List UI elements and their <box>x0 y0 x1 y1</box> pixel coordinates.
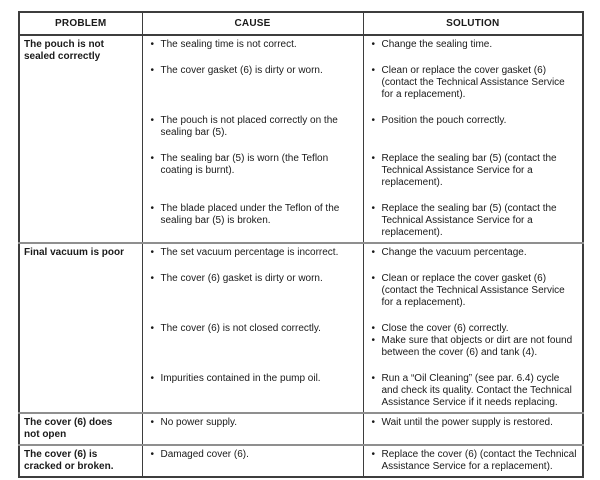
cause-cell <box>142 200 363 243</box>
solution-cell <box>363 112 583 150</box>
problem-cell: The pouch is not sealed correctly <box>19 35 142 243</box>
bullet-icon: • <box>371 449 376 460</box>
bullet-icon: • <box>371 273 376 284</box>
header-problem: PROBLEM <box>19 12 142 35</box>
cause-cell <box>142 243 363 270</box>
cause-cell <box>142 112 363 150</box>
problem-cell: The cover (6) does not open <box>19 413 142 445</box>
solution-text: Make sure that objects or dirt are not found between the cover (6) and tank (4). <box>381 335 573 358</box>
cause-item <box>148 417 359 429</box>
cause-text: The cover gasket (6) is dirty or worn. <box>160 65 323 76</box>
bullet-icon: • <box>371 153 376 164</box>
cause-text: No power supply. <box>160 417 238 428</box>
bullet-icon: • <box>150 65 155 76</box>
solution-item <box>369 417 579 429</box>
table-row <box>19 243 583 270</box>
solution-text: Change the vacuum percentage. <box>381 247 527 258</box>
header-cause: CAUSE <box>142 12 363 35</box>
solution-cell <box>363 445 583 477</box>
bullet-icon: • <box>150 247 155 258</box>
solution-item <box>369 65 579 101</box>
cause-text: Damaged cover (6). <box>160 449 249 460</box>
bullet-icon: • <box>150 273 155 284</box>
solution-item <box>369 247 579 259</box>
bullet-icon: • <box>150 323 155 334</box>
solution-text: Close the cover (6) correctly. <box>381 323 509 334</box>
solution-text: Position the pouch correctly. <box>381 115 507 126</box>
bullet-icon: • <box>150 417 155 428</box>
bullet-icon: • <box>150 153 155 164</box>
bullet-icon: • <box>150 115 155 126</box>
cause-item <box>148 65 359 77</box>
bullet-icon: • <box>371 203 376 214</box>
cause-cell <box>142 445 363 477</box>
solution-text: Change the sealing time. <box>381 39 493 50</box>
cause-cell <box>142 320 363 370</box>
solution-text: Run a “Oil Cleaning” (see par. 6.4) cycle and check its quality. Contact the Technical Assistance Service if it needs replacing. <box>381 373 572 408</box>
cause-item <box>148 373 359 385</box>
solution-item <box>369 323 579 335</box>
problem-cell: Final vacuum is poor <box>19 243 142 413</box>
solution-cell <box>363 200 583 243</box>
solution-item <box>369 373 579 409</box>
table-row <box>19 413 583 445</box>
cause-item <box>148 153 359 177</box>
cause-cell <box>142 270 363 320</box>
table-header-row <box>19 12 583 35</box>
cause-item <box>148 323 359 335</box>
solution-cell <box>363 270 583 320</box>
bullet-icon: • <box>371 247 376 258</box>
cause-item <box>148 203 359 227</box>
solution-cell <box>363 62 583 112</box>
cause-cell <box>142 413 363 445</box>
cause-text: The cover (6) is not closed correctly. <box>160 323 321 334</box>
bullet-icon: • <box>150 39 155 50</box>
bullet-icon: • <box>150 449 155 460</box>
solution-cell <box>363 35 583 62</box>
solution-cell <box>363 413 583 445</box>
solution-item <box>369 115 579 127</box>
bullet-icon: • <box>371 39 376 50</box>
bullet-icon: • <box>371 373 376 384</box>
cause-text: The pouch is not placed correctly on the sealing bar (5). <box>160 115 338 138</box>
bullet-icon: • <box>371 323 376 334</box>
cause-text: The sealing bar (5) is worn (the Teflon coating is burnt). <box>160 153 329 176</box>
bullet-icon: • <box>371 65 376 76</box>
solution-text: Replace the sealing bar (5) (contact the Technical Assistance Service for a replacement). <box>381 153 557 188</box>
troubleshooting-table <box>18 11 584 478</box>
solution-text: Replace the cover (6) (contact the Technical Assistance Service for a replacement). <box>381 449 577 472</box>
solution-text: Clean or replace the cover gasket (6) (contact the Technical Assistance Service for a replacement). <box>381 65 565 100</box>
cause-text: The sealing time is not correct. <box>160 39 297 50</box>
solution-item <box>369 273 579 309</box>
cause-text: Impurities contained in the pump oil. <box>160 373 321 384</box>
solution-cell <box>363 243 583 270</box>
solution-item <box>369 335 579 359</box>
cause-item <box>148 115 359 139</box>
solution-item <box>369 203 579 239</box>
cause-item <box>148 247 359 259</box>
bullet-icon: • <box>371 417 376 428</box>
solution-cell <box>363 370 583 413</box>
header-solution: SOLUTION <box>363 12 583 35</box>
problem-cell: The cover (6) is cracked or broken. <box>19 445 142 477</box>
cause-item <box>148 449 359 461</box>
table-row <box>19 35 583 62</box>
cause-text: The blade placed under the Teflon of the sealing bar (5) is broken. <box>160 203 340 226</box>
cause-text: The set vacuum percentage is incorrect. <box>160 247 339 258</box>
solution-cell <box>363 320 583 370</box>
cause-cell <box>142 35 363 62</box>
solution-text: Clean or replace the cover gasket (6) (contact the Technical Assistance Service for a replacement). <box>381 273 565 308</box>
solution-item <box>369 449 579 473</box>
solution-item <box>369 153 579 189</box>
bullet-icon: • <box>150 373 155 384</box>
cause-cell <box>142 62 363 112</box>
solution-item <box>369 39 579 51</box>
bullet-icon: • <box>371 335 376 346</box>
table-row <box>19 445 583 477</box>
cause-text: The cover (6) gasket is dirty or worn. <box>160 273 323 284</box>
bullet-icon: • <box>371 115 376 126</box>
solution-text: Replace the sealing bar (5) (contact the Technical Assistance Service for a replacement). <box>381 203 557 238</box>
solution-text: Wait until the power supply is restored. <box>381 417 553 428</box>
cause-cell <box>142 370 363 413</box>
cause-item <box>148 39 359 51</box>
cause-cell <box>142 150 363 200</box>
bullet-icon: • <box>150 203 155 214</box>
solution-cell <box>363 150 583 200</box>
cause-item <box>148 273 359 285</box>
